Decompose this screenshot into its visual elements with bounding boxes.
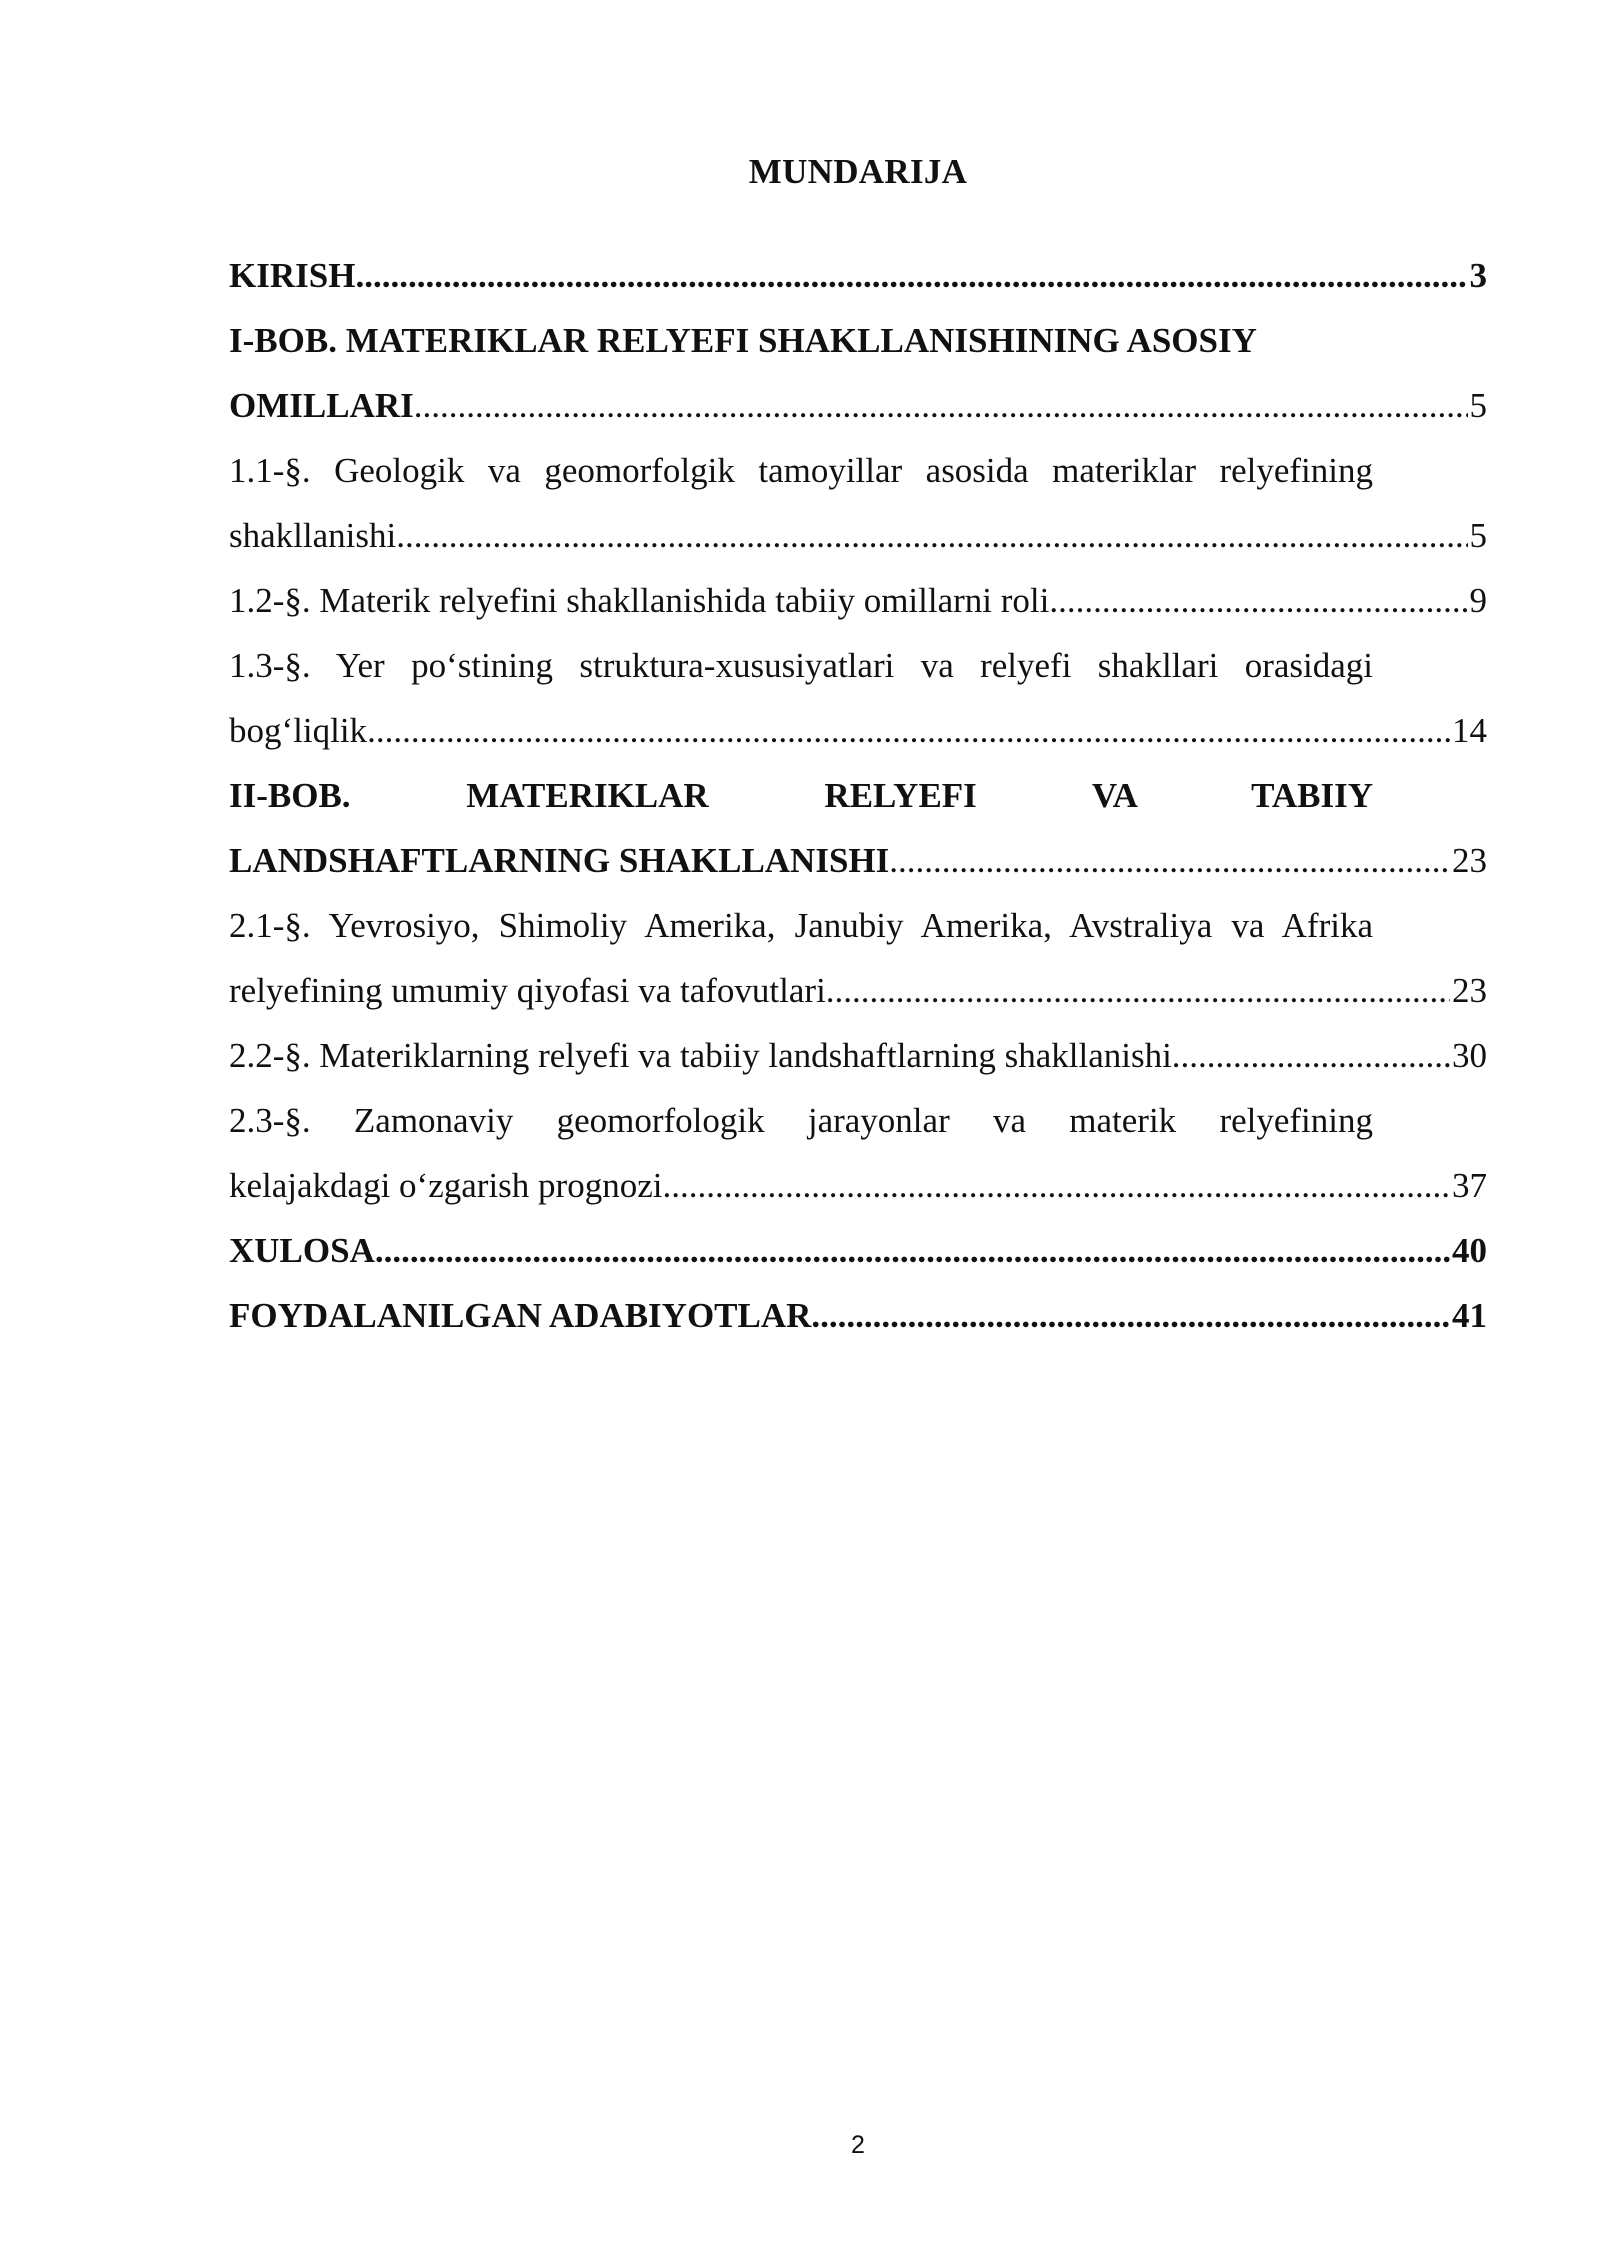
toc-entry-section-1-2[interactable]: [229, 568, 1487, 633]
toc-entry-label: bog‘liqlik: [229, 711, 368, 750]
toc-entry-section-1-3[interactable]: [229, 633, 1373, 698]
page-title: MUNDARIJA: [748, 152, 968, 191]
toc-entry-section-2-3-cont[interactable]: [229, 1153, 1487, 1218]
toc-entry-label: 2.3-§. Zamonaviy geomorfologik jarayonlar va materik relyefining: [229, 1101, 1373, 1140]
dot-leader: [396, 503, 1467, 568]
toc-entry-section-1-1[interactable]: [229, 438, 1373, 503]
table-of-contents: [229, 243, 1487, 1348]
toc-entry-page: 14: [1452, 711, 1487, 750]
toc-entry-chapter-1-cont[interactable]: [229, 373, 1487, 438]
toc-entry-xulosa[interactable]: [229, 1218, 1487, 1283]
toc-entry-section-2-2[interactable]: [229, 1023, 1487, 1088]
toc-entry-section-1-1-cont[interactable]: [229, 503, 1487, 568]
toc-entry-label: 1.1-§. Geologik va geomorfolgik tamoyillar asosida materiklar relyefining: [229, 451, 1373, 490]
toc-entry-label: relyefining umumiy qiyofasi va tafovutlari: [229, 971, 826, 1010]
toc-entry-label: KIRISH: [229, 256, 356, 295]
toc-entry-label: 1.3-§. Yer po‘stining struktura-xususiyatlari va relyefi shakllari orasidagi: [229, 646, 1373, 685]
toc-entry-adabiyotlar[interactable]: [229, 1283, 1487, 1348]
toc-entry-kirish[interactable]: [229, 243, 1487, 308]
toc-entry-label: OMILLARI: [229, 386, 414, 425]
toc-entry-label: 1.2-§. Materik relyefini shakllanishida tabiiy omillarni roli: [229, 581, 1050, 620]
toc-entry-page: 23: [1452, 971, 1487, 1010]
dot-leader: [375, 1218, 1450, 1283]
toc-entry-chapter-2[interactable]: [229, 763, 1373, 828]
toc-entry-page: 5: [1469, 386, 1487, 425]
toc-entry-section-2-1-cont[interactable]: [229, 958, 1487, 1023]
toc-entry-page: 9: [1469, 581, 1487, 620]
toc-entry-chapter-1[interactable]: [229, 308, 1487, 373]
toc-entry-chapter-2-cont[interactable]: [229, 828, 1487, 893]
toc-entry-label: I-BOB. MATERIKLAR RELYEFI SHAKLLANISHINING ASOSIY: [229, 321, 1257, 360]
toc-entry-page: 23: [1452, 841, 1487, 880]
toc-entry-page: 5: [1469, 516, 1487, 555]
page-number: 2: [851, 2131, 865, 2159]
dot-leader: [1172, 1023, 1450, 1088]
dot-leader: [662, 1153, 1450, 1218]
dot-leader: [367, 698, 1450, 763]
toc-entry-label: kelajakdagi o‘zgarish prognozi: [229, 1166, 663, 1205]
toc-entry-label: LANDSHAFTLARNING SHAKLLANISHI: [229, 841, 890, 880]
toc-entry-page: 40: [1452, 1231, 1487, 1270]
dot-leader: [355, 243, 1467, 308]
toc-entry-page: 41: [1452, 1296, 1487, 1335]
toc-entry-section-1-3-cont[interactable]: [229, 698, 1487, 763]
toc-entry-label: FOYDALANILGAN ADABIYOTLAR: [229, 1296, 812, 1335]
toc-entry-label: shakllanishi: [229, 516, 397, 555]
toc-entry-section-2-3[interactable]: [229, 1088, 1373, 1153]
dot-leader: [414, 373, 1468, 438]
dot-leader: [1049, 568, 1467, 633]
dot-leader: [811, 1283, 1450, 1348]
toc-entry-label: 2.2-§. Materiklarning relyefi va tabiiy landshaftlarning shakllanishi: [229, 1036, 1172, 1075]
toc-entry-page: 3: [1469, 256, 1487, 295]
toc-entry-section-2-1[interactable]: [229, 893, 1373, 958]
toc-entry-label: 2.1-§. Yevrosiyo, Shimoliy Amerika, Janubiy Amerika, Avstraliya va Afrika: [229, 906, 1373, 945]
toc-entry-label: II-BOB. MATERIKLAR RELYEFI VA TABIIY: [229, 776, 1373, 815]
toc-entry-label: XULOSA: [229, 1231, 375, 1270]
toc-entry-page: 37: [1452, 1166, 1487, 1205]
toc-entry-page: 30: [1452, 1036, 1487, 1075]
dot-leader: [889, 828, 1450, 893]
dot-leader: [826, 958, 1450, 1023]
